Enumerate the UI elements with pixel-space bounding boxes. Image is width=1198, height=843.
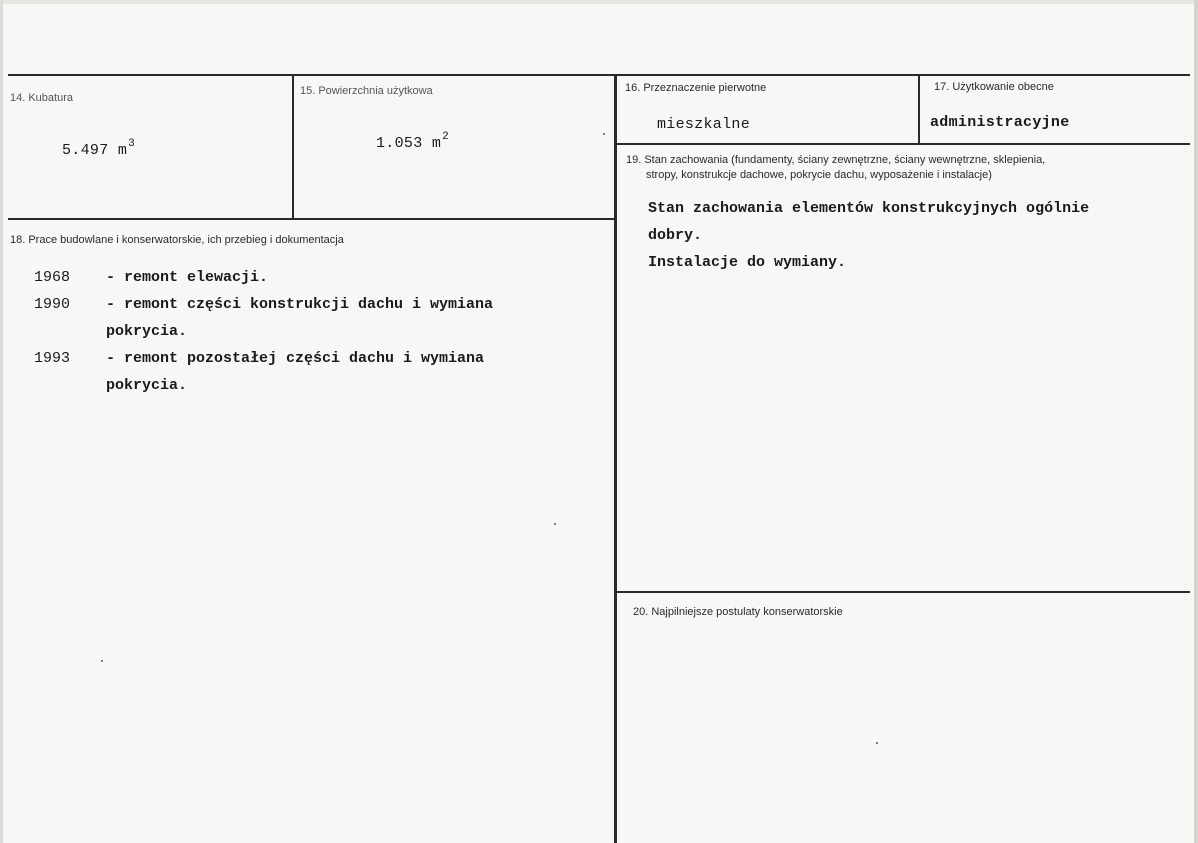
- stan-zachowania-line: Instalacje do wymiany.: [648, 254, 847, 271]
- uzytkowanie-label: 17. Użytkowanie obecne: [934, 81, 1054, 93]
- prace-entry-text: - remont elewacji.: [106, 269, 269, 286]
- prace-entries: [34, 264, 546, 399]
- powierzchnia-label: 15. Powierzchnia użytkowa: [300, 85, 433, 97]
- prace-entry-continuation: [34, 372, 546, 399]
- stan-zachowania-text: [648, 195, 1089, 276]
- stan-zachowania-label-line2: stropy, konstrukcje dachowe, pokrycie dachu, wyposażenie i instalacje): [646, 169, 992, 181]
- divider-left-right: [614, 75, 617, 843]
- stan-zachowania-label-line1: 19. Stan zachowania (fundamenty, ściany zewnętrzne, ściany wewnętrzne, sklepienia,: [626, 154, 1046, 166]
- divider-14-15: [292, 75, 294, 220]
- stan-zachowania-label: [626, 153, 1186, 183]
- divider-16-17: [918, 75, 920, 143]
- przeznaczenie-value: mieszkalne: [657, 116, 751, 133]
- scan-speck: [101, 660, 103, 662]
- scan-speck: [876, 742, 878, 744]
- prace-label: 18. Prace budowlane i konserwatorskie, ich przebieg i dokumentacja: [10, 234, 344, 246]
- prace-entry: [34, 291, 546, 318]
- uzytkowanie-value: administracyjne: [930, 114, 1070, 131]
- stan-zachowania-line: dobry.: [648, 227, 703, 244]
- postulaty-label: 20. Najpilniejsze postulaty konserwatorskie: [633, 606, 843, 618]
- prace-entry: [34, 264, 546, 291]
- prace-entry: [34, 345, 546, 372]
- scan-speck: [603, 133, 605, 135]
- prace-entry-year: 1968: [34, 269, 71, 286]
- przeznaczenie-label: 16. Przeznaczenie pierwotne: [625, 82, 767, 94]
- kubatura-unit: m: [117, 142, 128, 159]
- powierzchnia-unit: m: [431, 135, 442, 152]
- powierzchnia-value: [376, 131, 450, 152]
- prace-entry-text: pokrycia.: [106, 377, 188, 394]
- card-right-edge: [1194, 0, 1198, 843]
- rule-under-19: [615, 591, 1190, 593]
- kubatura-value: [62, 138, 136, 159]
- kubatura-label: 14. Kubatura: [10, 92, 73, 104]
- rule-under-14-15: [8, 218, 616, 220]
- prace-entry-text: - remont części konstrukcji dachu i wymiana: [106, 296, 494, 313]
- prace-entry-text: pokrycia.: [106, 323, 188, 340]
- powierzchnia-number: 1.053: [376, 135, 423, 152]
- stan-zachowania-line: Stan zachowania elementów konstrukcyjnych ogólnie: [648, 200, 1090, 217]
- prace-entry-text: - remont pozostałej części dachu i wymiana: [106, 350, 485, 367]
- card-top-edge: [0, 0, 1198, 4]
- card-left-edge: [0, 0, 3, 843]
- top-rule: [8, 74, 1190, 76]
- scan-speck: [554, 523, 556, 525]
- kubatura-exponent: 3: [128, 138, 136, 150]
- prace-entry-year: 1993: [34, 350, 71, 367]
- prace-entry-continuation: [34, 318, 546, 345]
- prace-entry-year: 1990: [34, 296, 71, 313]
- kubatura-number: 5.497: [62, 142, 109, 159]
- rule-under-16-17: [615, 143, 1190, 145]
- powierzchnia-exponent: 2: [442, 131, 450, 143]
